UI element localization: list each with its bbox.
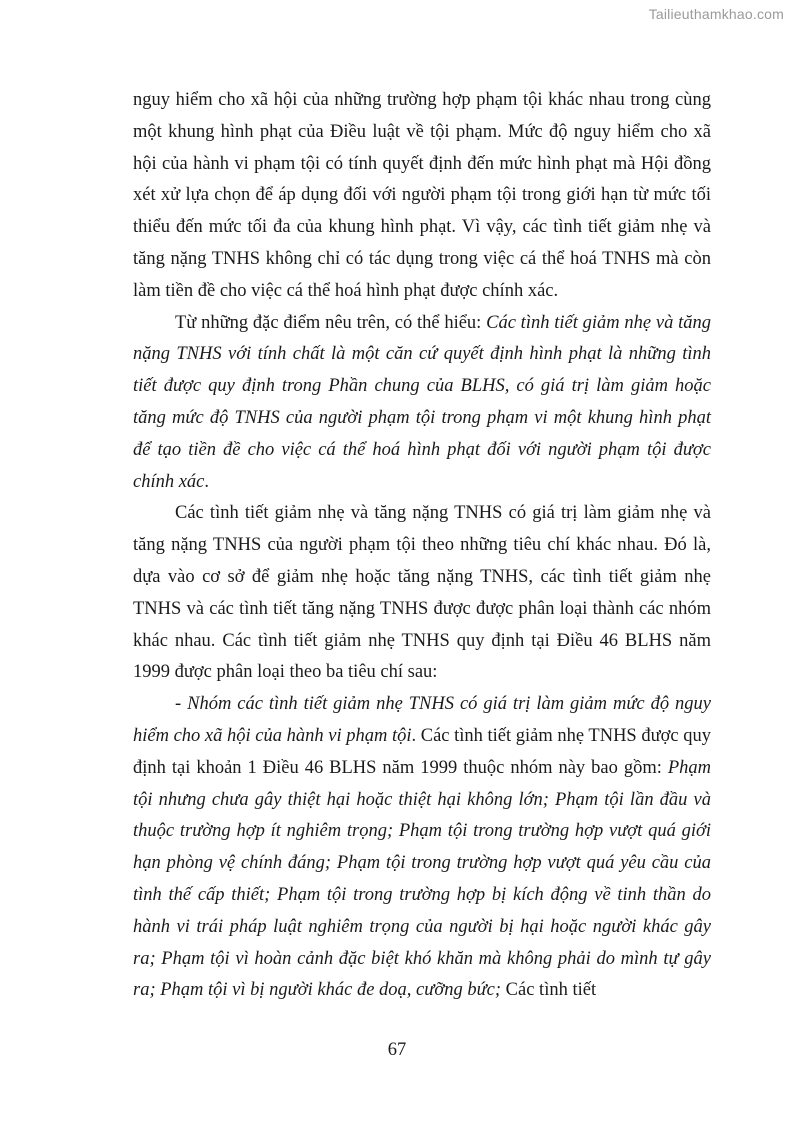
page-body [133,85,711,1007]
paragraph-2-tail: . [204,471,210,492]
paragraph-2-definition: Các tình tiết giảm nhẹ và tăng nặng TNHS với tính chất là một căn cứ quyết định hình phạt là những tình tiết được quy định trong Phần chung của BLHS, có giá trị làm giảm hoặc tăng mức độ TNHS của người phạm tội trong phạm vi một khung hình phạt để tạo tiền đề cho việc cá thể hoá hình phạt đối với người phạm tội được chính xác [133,312,712,492]
paragraph-1: nguy hiểm cho xã hội của những trường hợp phạm tội khác nhau trong cùng một khung hình phạt của Điều luật về tội phạm. Mức độ nguy hiểm cho xã hội của hành vi phạm tội có tính quyết định đến mức hình phạt mà Hội đồng xét xử lựa chọn để áp dụng đối với người phạm tội trong giới hạn từ mức tối thiểu đến mức tối đa của khung hình phạt. Vì vậy, các tình tiết giảm nhẹ và tăng nặng TNHS không chỉ có tác dụng trong việc cá thể hoá TNHS mà còn làm tiền đề cho việc cá thể hoá hình phạt được chính xác. [133,90,711,301]
paragraph-4-dash: - [175,694,188,715]
paragraph-2-lead: Từ những đặc điểm nêu trên, có thể hiểu: [175,312,487,333]
paragraph-4-circumstances: Phạm tội nhưng chưa gây thiệt hại hoặc thiệt hại không lớn; Phạm tội lần đầu và thuộc trường hợp ít nghiêm trọng; Phạm tội trong trường hợp vượt quá giới hạn phòng vệ chính đáng; Phạm tội trong trường hợp vượt quá yêu cầu của tình thế cấp thiết; Phạm tội trong trường hợp bị kích động về tinh thần do hành vi trái pháp luật nghiêm trọng của người bị hại hoặc người khác gây ra; Phạm tội vì hoàn cảnh đặc biệt khó khăn mà không phải do mình tự gây ra; Phạm tội vì bị người khác đe doạ, cưỡng bức; [133,757,711,1001]
paragraph-4-end: Các tình tiết [501,980,597,1001]
watermark: Tailieuthamkhao.com [648,6,784,22]
page-number: 67 [387,1040,407,1060]
paragraph-2 [133,308,711,499]
paragraph-4-group-title: Nhóm các tình tiết giảm nhẹ TNHS có giá trị làm giảm mức độ nguy hiểm cho xã hội của hành vi phạm tội [133,694,711,746]
paragraph-4 [133,689,711,1007]
paragraph-4-middle: . Các tình tiết giảm nhẹ TNHS được quy định tại khoản 1 Điều 46 BLHS năm 1999 thuộc nhóm này bao gồm: [133,725,711,778]
paragraph-3: Các tình tiết giảm nhẹ và tăng nặng TNHS có giá trị làm giảm nhẹ và tăng nặng TNHS của người phạm tội theo những tiêu chí khác nhau. Đó là, dựa vào cơ sở để giảm nhẹ hoặc tăng nặng TNHS, các tình tiết giảm nhẹ TNHS và các tình tiết tăng nặng TNHS được được phân loại thành các nhóm khác nhau. Các tình tiết giảm nhẹ TNHS quy định tại Điều 46 BLHS năm 1999 được phân loại theo ba tiêu chí sau: [133,503,711,683]
